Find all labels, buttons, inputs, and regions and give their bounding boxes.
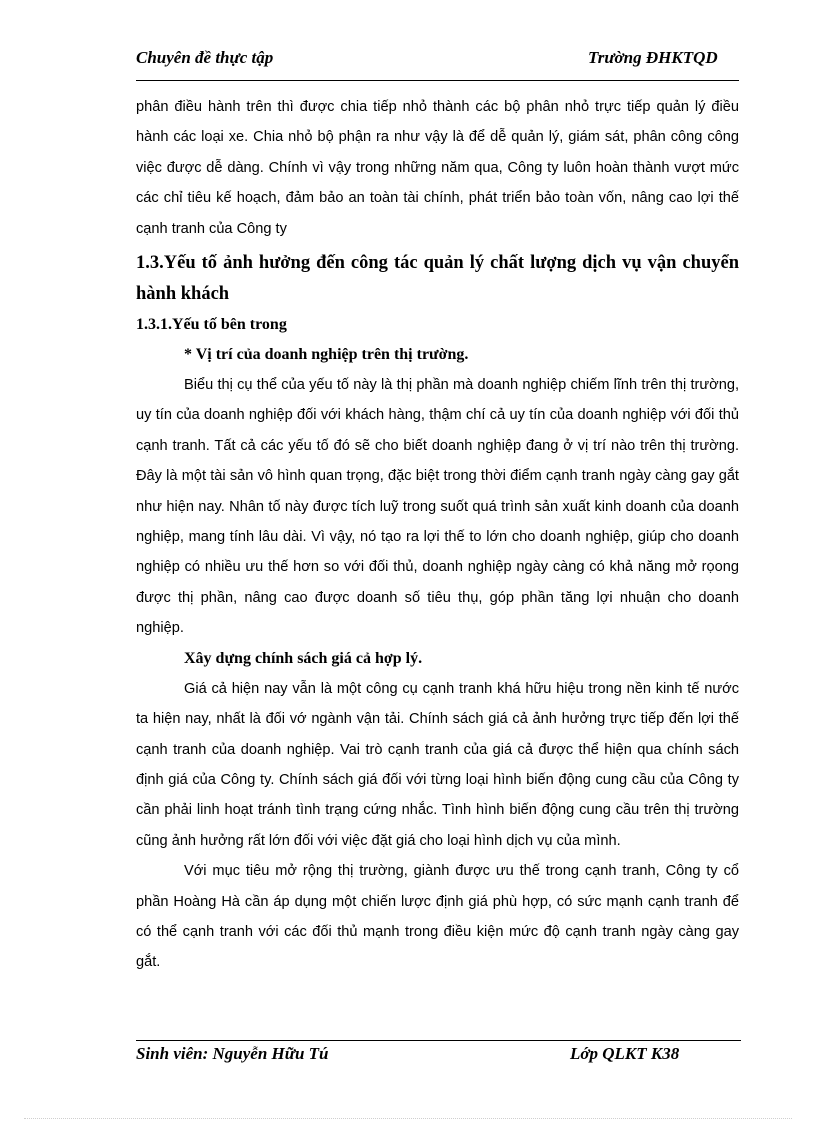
page-edge-dots (24, 1118, 792, 1119)
document-body (136, 92, 739, 978)
paragraph-continuation: phân điều hành trên thì được chia tiếp nhỏ thành các bộ phân nhỏ trực tiếp quản lý điều hành các loại xe. Chia nhỏ bộ phận ra như vậy là để dễ quản lý, giám sát, phân công công việc được dễ dàng. Chính vì vậy trong những năm qua, Công ty luôn hoàn thành vượt mức các chỉ tiêu kế hoạch, đảm bảo an toàn tài chính, phát triển bảo toàn vốn, nâng cao lợi thế cạnh tranh của Công ty (136, 99, 739, 237)
topic-heading-market-position: * Vị trí của doanh nghiệp trên thị trường. (184, 346, 469, 364)
paragraph-pricing-policy: Giá cả hiện nay vẫn là một công cụ cạnh tranh khá hữu hiệu trong nền kinh tế nước ta hiện nay, nhất là đối vớ ngành vận tải. Chính sách giá cả ảnh hưởng trực tiếp đến lợi thế cạnh tranh của doanh nghiệp. Vai trò cạnh tranh của giá cả được thể hiện qua chính sách định giá của Công ty. Chính sách giá đối với từng loại hình biến động cung cầu của Công ty cần phải linh hoạt tránh tình trạng cứng nhắc. Tình hình biến động cung cầu trên thị trường cũng ảnh hưởng rất lớn đối với việc đặt giá cho loại hình dịch vụ của mình. (136, 680, 739, 849)
footer-divider (136, 1040, 741, 1041)
topic-heading-pricing-policy: Xây dựng chính sách giá cả hợp lý. (184, 649, 423, 667)
header-title: Chuyên đề thực tập (136, 48, 274, 67)
header-divider (136, 80, 739, 81)
header-school: Trường ĐHKTQD (588, 48, 718, 67)
footer-class: Lớp QLKT K38 (570, 1044, 680, 1063)
subsection-heading: 1.3.1.Yếu tố bên trong (136, 316, 287, 334)
paragraph-market-expansion: Với mục tiêu mở rộng thị trường, giành được ưu thế trong cạnh tranh, Công ty cổ phần Hoàng Hà cần áp dụng một chiến lược định giá phù hợp, có sức mạnh cạnh tranh để có thể cạnh tranh với các đối thủ mạnh trong điều kiện mức độ cạnh tranh ngày càng gay gắt. (136, 863, 739, 971)
paragraph-market-position: Biểu thị cụ thể của yếu tố này là thị phần mà doanh nghiệp chiếm lĩnh trên thị trường, uy tín của doanh nghiệp đối với khách hàng, thậm chí cả uy tín của doanh nghiệp với đối thủ cạnh tranh. Tất cả các yếu tố đó sẽ cho biết doanh nghiệp đang ở vị trí nào trên thị trường. Đây là một tài sản vô hình quan trọng, đặc biệt trong thời điểm cạnh tranh ngày càng gay gắt như hiện nay. Nhân tố này được tích luỹ trong suốt quá trình sản xuất kinh doanh của doanh nghiệp, mang tính lâu dài. Vì vậy, nó tạo ra lợi thế to lớn cho doanh nghiệp, giúp cho doanh nghiệp có nhiều ưu thế hơn so với đối thủ, doanh nghiệp ngày càng có khả năng mở rọong được thị phần, nâng cao được doanh số tiêu thụ, góp phần tăng lợi nhuận cho doanh nghiệp. (136, 377, 739, 637)
section-heading: 1.3.Yếu tố ảnh hưởng đến công tác quản lý chất lượng dịch vụ vận chuyển hành khách (136, 253, 739, 305)
footer-student: Sinh viên: Nguyễn Hữu Tú (136, 1044, 329, 1063)
